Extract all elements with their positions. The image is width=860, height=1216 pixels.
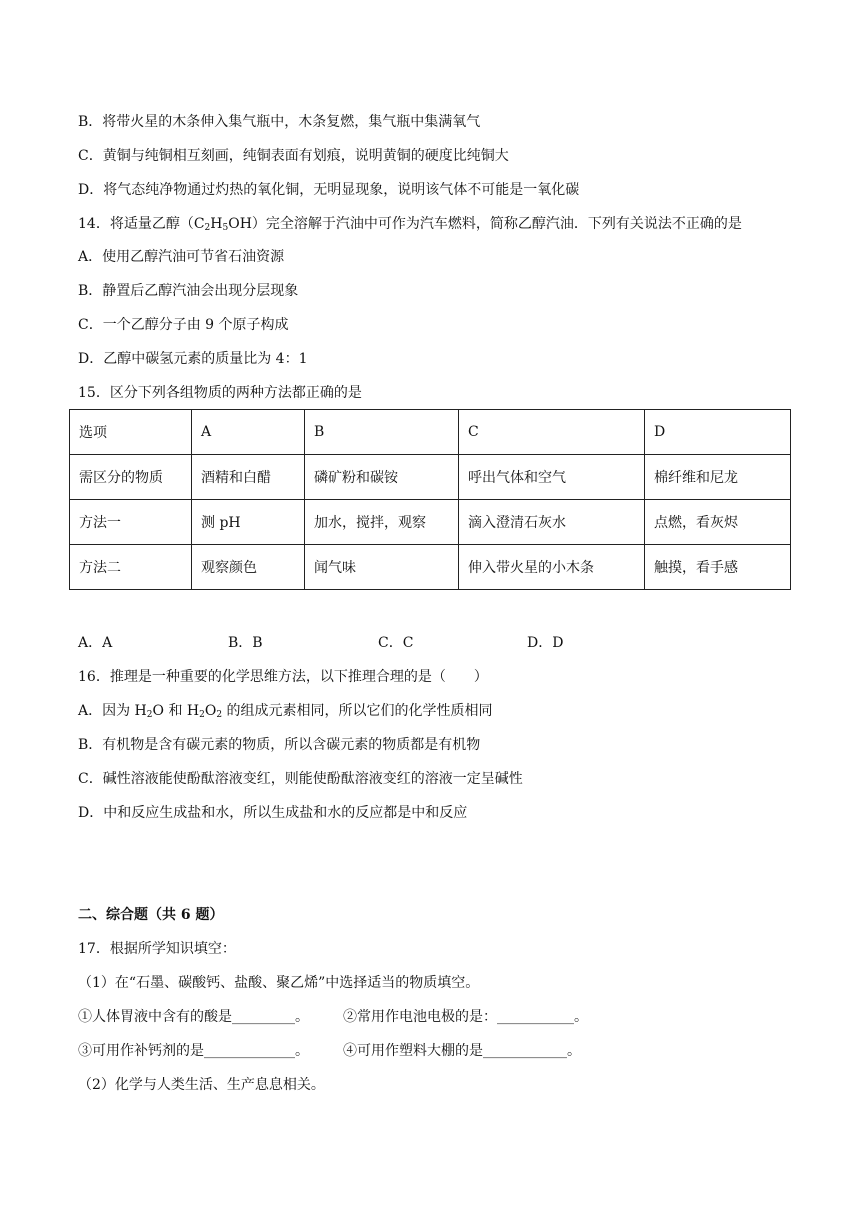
q17-stem: 17．根据所学知识填空： (78, 941, 236, 957)
table-cell: 伸入带火星的小木条 (459, 545, 645, 590)
q13-option-b: B．将带火星的木条伸入集气瓶中，木条复燃，集气瓶中集满氧气 (78, 114, 481, 130)
q16-option-a: A．因为 $H_2O$ 和 $H_2O_2$ 的组成元素相同，所以它们的化学性质相同 (78, 703, 493, 720)
q14-option-d: D．乙醇中碳氢元素的质量比为 4：1 (78, 351, 308, 367)
q17-part-2: （2）化学与人类生活、生产息息相关。 (78, 1077, 325, 1093)
table-row (70, 455, 791, 500)
table-cell: 加水，搅拌，观察 (305, 500, 459, 545)
q14-option-b: B．静置后乙醇汽油会出现分层现象 (78, 283, 299, 299)
q17-item-3: ③可用作补钙剂的是_____________。 (78, 1043, 309, 1059)
q14-option-a: A．使用乙醇汽油可节省石油资源 (78, 249, 285, 265)
q15-stem: 15．区分下列各组物质的两种方法都正确的是 (78, 385, 362, 401)
table-cell: B (305, 410, 459, 455)
q17-item-1: ①人体胃液中含有的酸是_________。 (78, 1009, 309, 1025)
q16-option-d: D．中和反应生成盐和水，所以生成盐和水的反应都是中和反应 (78, 805, 468, 821)
table-row (70, 500, 791, 545)
table-cell: D (645, 410, 791, 455)
table-cell: 点燃，看灰烬 (645, 500, 791, 545)
table-cell: 方法二 (70, 545, 192, 590)
q17-item-2: ②常用作电池电极的是：___________。 (343, 1009, 588, 1025)
q15-comparison-table (69, 409, 791, 590)
q16-stem: 16．推理是一种重要的化学思维方法，以下推理合理的是（ ） (78, 669, 488, 685)
q14-option-c: C．一个乙醇分子由 9 个原子构成 (78, 317, 289, 333)
q15-option-b: B．B (228, 635, 263, 651)
table-cell: C (459, 410, 645, 455)
table-cell: 磷矿粉和碳铵 (305, 455, 459, 500)
q17-item-4: ④可用作塑料大棚的是____________。 (343, 1043, 581, 1059)
q14-stem: 14．将适量乙醇$(C_2H_5OH)$完全溶解于汽油中可作为汽车燃料，简称乙醇汽油．下列有关说法不正确的是 (78, 216, 742, 233)
table-row (70, 545, 791, 590)
table-cell: 滴入澄清石灰水 (459, 500, 645, 545)
q13-option-d: D．将气态纯净物通过灼热的氧化铜，无明显现象，说明该气体不可能是一氧化碳 (78, 182, 580, 198)
table-cell: 观察颜色 (192, 545, 305, 590)
section-heading: 二、综合题（共 6 题） (78, 907, 224, 923)
q15-option-d: D．D (527, 635, 564, 651)
q15-option-a: A．A (78, 635, 113, 651)
table-row (70, 410, 791, 455)
table-cell: 需区分的物质 (70, 455, 192, 500)
table-cell: 闻气味 (305, 545, 459, 590)
q16-option-c: C．碱性溶液能使酚酞溶液变红，则能使酚酞溶液变红的溶液一定呈碱性 (78, 771, 523, 787)
q15-option-c: C．C (378, 635, 414, 651)
table-cell: 选项 (70, 410, 192, 455)
table-cell: 触摸，看手感 (645, 545, 791, 590)
q13-option-c: C．黄铜与纯铜相互刻画，纯铜表面有划痕，说明黄铜的硬度比纯铜大 (78, 148, 509, 164)
table-cell: 呼出气体和空气 (459, 455, 645, 500)
table-cell: A (192, 410, 305, 455)
q17-part-1: （1）在“石墨、碳酸钙、盐酸、聚乙烯”中选择适当的物质填空。 (78, 975, 480, 991)
q16-option-b: B．有机物是含有碳元素的物质，所以含碳元素的物质都是有机物 (78, 737, 481, 753)
table-cell: 酒精和白醋 (192, 455, 305, 500)
table-cell: 测 pH (192, 500, 305, 545)
table-cell: 方法一 (70, 500, 192, 545)
table-cell: 棉纤维和尼龙 (645, 455, 791, 500)
